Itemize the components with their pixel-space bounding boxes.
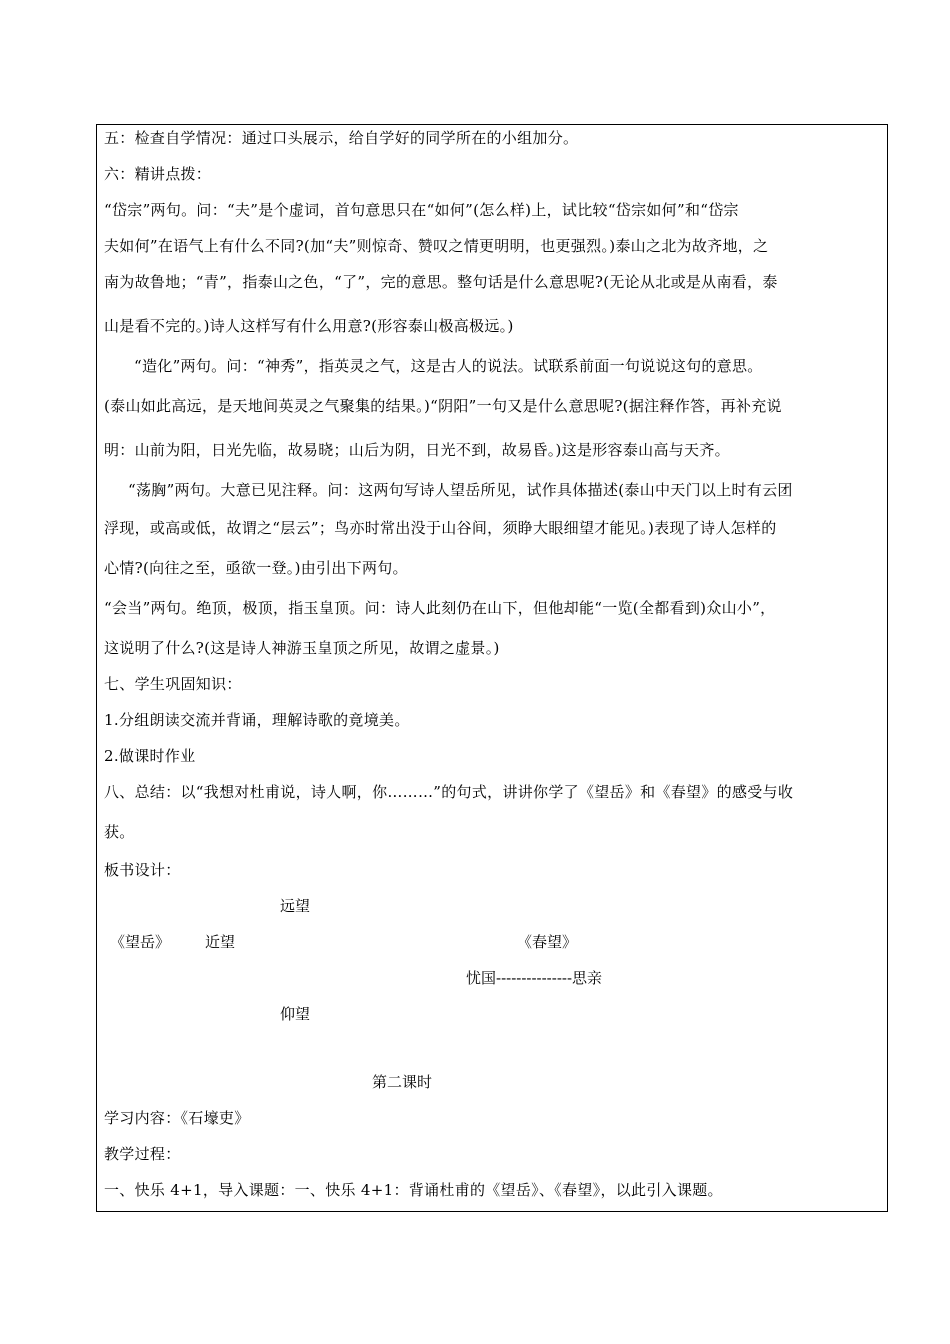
paragraph-line: “会当”两句。绝顶，极顶，指玉皇顶。问：诗人此刻仍在山下，但他却能“一览(全都看到)众山小”， (104, 599, 776, 617)
list-item: 2.做课时作业 (104, 747, 196, 765)
paragraph-line: 夫如何”在语气上有什么不同?(加“夫”则惊奇、赞叹之情更明明，也更强烈。)泰山之北为故齐地，之 (104, 237, 769, 255)
paragraph-line: 山是看不完的。)诗人这样写有什么用意?(形容泰山极高极远。) (104, 317, 514, 335)
paragraph-line: 南为故鲁地；“青”，指泰山之色，“了”，完的意思。整句话是什么意思呢?(无论从北或是从南看，泰 (104, 273, 778, 291)
paragraph-line: “岱宗”两句。问：“夫”是个虚词，首句意思只在“如何”(怎么样)上，试比较“岱宗如何”和“岱宗 (104, 201, 739, 219)
paragraph-line: 明：山前为阳，日光先临，故易晓；山后为阴，日光不到，故易昏。)这是形容泰山高与天齐。 (104, 441, 730, 459)
paragraph-line: “造化”两句。问：“神秀”，指英灵之气，这是古人的说法。试联系前面一句说说这句的意思。 (134, 357, 763, 375)
board-title-wangyue: 《望岳》 (110, 933, 171, 951)
lesson2-step1: 一、快乐 4+1，导入课题：一、快乐 4+1：背诵杜甫的《望岳》、《春望》，以此引入课题。 (104, 1181, 723, 1199)
list-item: 1.分组朗读交流并背诵，理解诗歌的竟境美。 (104, 711, 410, 729)
step-seven-heading: 七、学生巩固知识： (104, 675, 242, 693)
board-design-heading: 板书设计： (104, 861, 181, 879)
step-eight: 八、总结：以“我想对杜甫说，诗人啊，你………”的句式，讲讲你学了《望岳》和《春望》的感受与收 (104, 783, 794, 801)
step-five: 五：检查自学情况：通过口头展示，给自学好的同学所在的小组加分。 (104, 129, 579, 147)
board-up-view: 仰望 (280, 1005, 311, 1023)
lesson2-content: 学习内容：《石壕吏》 (104, 1109, 250, 1127)
paragraph-line: “荡胸”两句。大意已见注释。问：这两句写诗人望岳所见，试作具体描述(泰山中天门以上时有云团 (128, 481, 793, 499)
paragraph-line: (泰山如此高远，是天地间英灵之气聚集的结果。)“阴阳”一句又是什么意思呢?(据注释作答，再补充说 (104, 397, 782, 415)
lesson2-process: 教学过程： (104, 1145, 181, 1163)
board-relation: 忧国---------------思亲 (466, 969, 603, 987)
lesson2-heading: 第二课时 (372, 1073, 433, 1091)
paragraph-line: 心情?(向往之至，亟欲一登。)由引出下两句。 (104, 559, 408, 577)
paragraph-line: 这说明了什么?(这是诗人神游玉皇顶之所见，故谓之虚景。) (104, 639, 500, 657)
board-far-view: 远望 (280, 897, 311, 915)
paragraph-line: 浮现，或高或低，故谓之“层云”；鸟亦时常出没于山谷间，须睁大眼细望才能见。)表现了诗人怎样的 (104, 519, 777, 537)
step-six-heading: 六：精讲点拨： (104, 165, 212, 183)
step-eight-cont: 获。 (104, 823, 135, 841)
board-title-chunwang: 《春望》 (517, 933, 578, 951)
board-near-view: 近望 (205, 933, 236, 951)
